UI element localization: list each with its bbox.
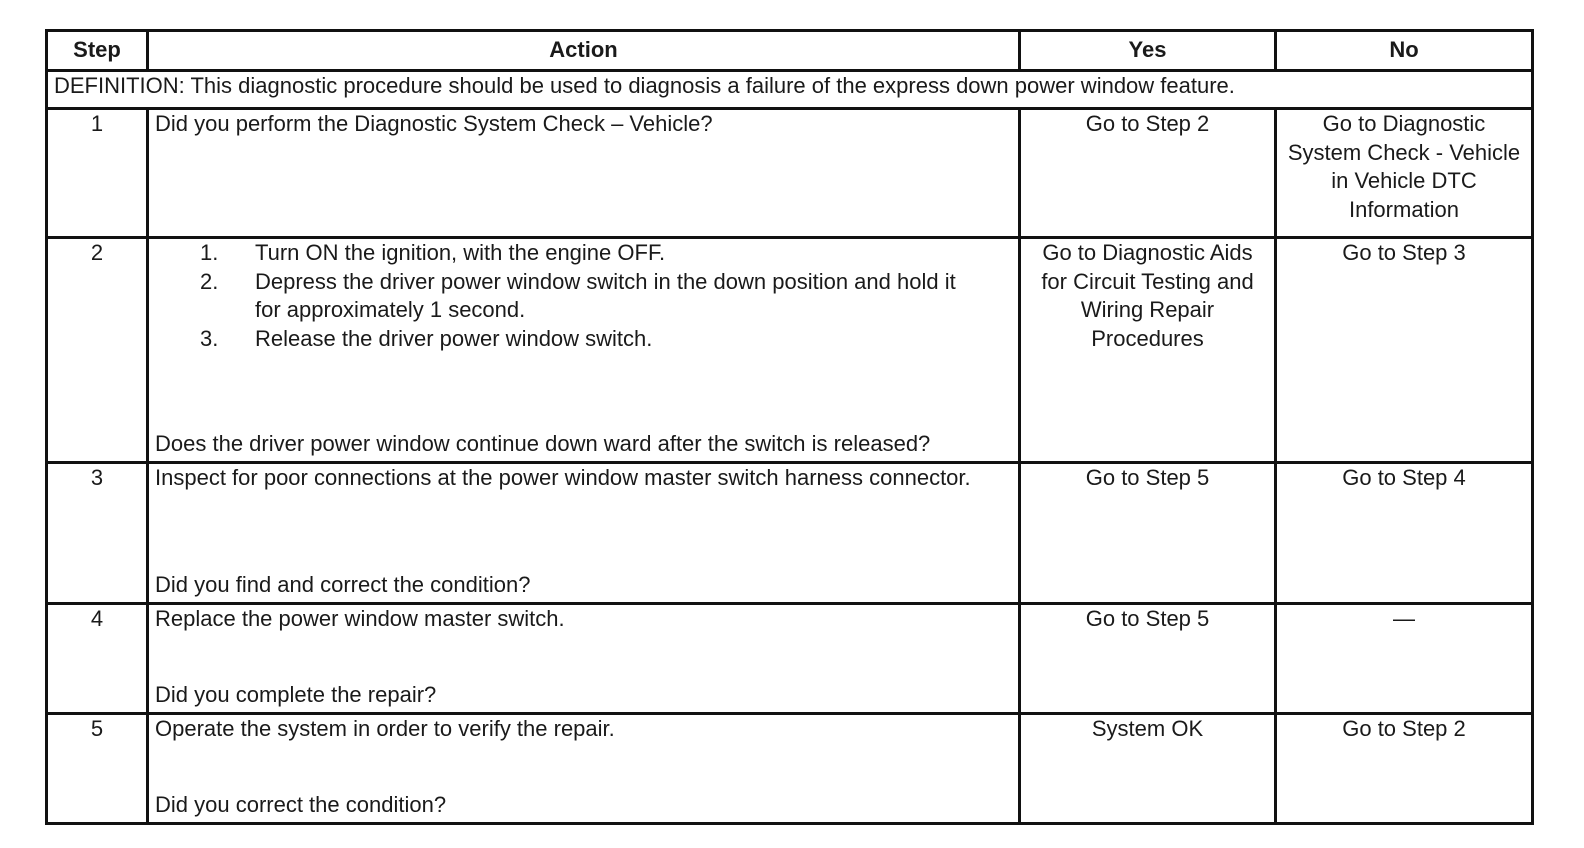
action-cell: [148, 604, 1020, 714]
action-cell: [148, 109, 1020, 238]
table-row: [47, 238, 1533, 463]
header-action: Action: [148, 31, 1020, 71]
step-number: 2: [47, 238, 148, 463]
step-number: 1: [47, 109, 148, 238]
no-cell: Go to Step 4: [1276, 463, 1533, 604]
yes-cell: Go to Step 5: [1020, 463, 1276, 604]
table-row: [47, 463, 1533, 604]
substep-list: [155, 239, 1012, 353]
substep-text: Release the driver power window switch.: [255, 325, 653, 351]
definition-row: [47, 71, 1533, 109]
substep-number: 2.: [200, 268, 219, 294]
question-text: Did you correct the condition?: [155, 791, 447, 817]
yes-cell: System OK: [1020, 714, 1276, 824]
action-content: [155, 464, 1012, 602]
table-row: [47, 604, 1533, 714]
substep-text: Turn ON the ignition, with the engine OFF.: [255, 240, 666, 265]
action-content: [155, 715, 1012, 822]
step-number: 5: [47, 714, 148, 824]
action-content: [155, 605, 1012, 712]
definition-text: DEFINITION: This diagnostic procedure should be used to diagnosis a failure of the express down power window feature.: [47, 71, 1533, 109]
action-cell: [148, 238, 1020, 463]
substep-number: 1.: [200, 240, 219, 265]
yes-cell: Go to Diagnostic Aids for Circuit Testing and Wiring Repair Procedures: [1020, 238, 1276, 463]
question-text: Did you find and correct the condition?: [155, 571, 531, 597]
header-row: [47, 31, 1533, 71]
action-text: Operate the system in order to verify the repair.: [155, 716, 615, 741]
substep-item: [200, 239, 1012, 268]
substep-item: [200, 325, 1012, 354]
yes-cell: Go to Step 2: [1020, 109, 1276, 238]
diagnostic-table: [45, 29, 1534, 825]
action-cell: [148, 463, 1020, 604]
substep-text: Depress the driver power window switch in the down position and hold it for approximately 1 second.: [255, 268, 956, 322]
no-cell: Go to Step 2: [1276, 714, 1533, 824]
action-content: [155, 239, 1012, 461]
action-text: Replace the power window master switch.: [155, 606, 565, 631]
header-step: Step: [47, 31, 148, 71]
yes-cell: Go to Step 5: [1020, 604, 1276, 714]
substep-item: [200, 268, 1012, 325]
table-row: [47, 714, 1533, 824]
substep-number: 3.: [200, 325, 219, 351]
no-cell: Go to Diagnostic System Check - Vehicle in Vehicle DTC Information: [1276, 109, 1533, 238]
action-text: Inspect for poor connections at the power window master switch harness connector.: [155, 465, 971, 490]
header-yes: Yes: [1020, 31, 1276, 71]
no-cell: Go to Step 3: [1276, 238, 1533, 463]
action-cell: [148, 714, 1020, 824]
step-number: 4: [47, 604, 148, 714]
table-row: [47, 109, 1533, 238]
no-cell: —: [1276, 604, 1533, 714]
header-no: No: [1276, 31, 1533, 71]
question-text: Did you complete the repair?: [155, 681, 437, 707]
action-text: Did you perform the Diagnostic System Check – Vehicle?: [155, 111, 713, 136]
step-number: 3: [47, 463, 148, 604]
question-text: Does the driver power window continue down ward after the switch is released?: [155, 430, 931, 456]
